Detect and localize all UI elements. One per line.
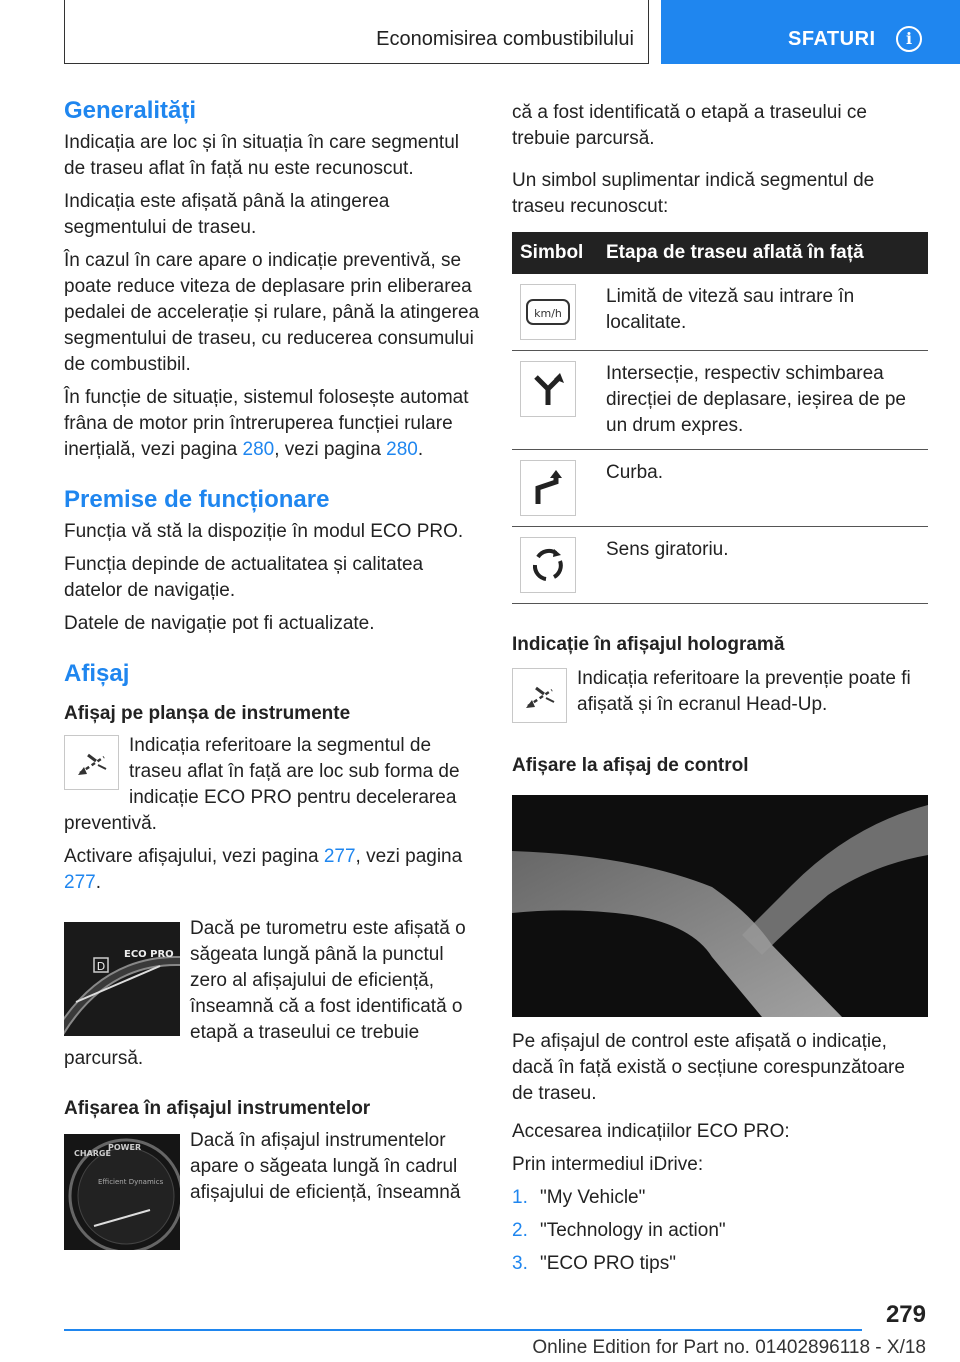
paragraph: Indicația referitoare la segmentul de traseu aflat în față are loc sub forma de indicație ECO PRO pentru decelerarea preventivă.: [64, 735, 460, 834]
tachometer-image: [64, 922, 180, 1036]
table-header-symbol: Simbol: [512, 232, 598, 274]
right-column: [512, 96, 928, 1277]
subheading-control: Afișare la afișaj de control: [512, 755, 749, 776]
info-icon: i: [896, 26, 922, 52]
footer-edition: Online Edition for Part no. 01402896118 - X/18: [532, 1337, 926, 1358]
paragraph: Indicația referitoare la prevenție poate fi afișată și în ecranul Head-Up.: [577, 668, 911, 715]
page-link[interactable]: 280: [242, 439, 275, 460]
header-chapter-title: SFATURI: [788, 28, 876, 50]
menu-path-list: [512, 1185, 928, 1277]
paragraph: Pe afișajul de control este afișată o indicație, dacă în față există o secțiune corespunzătoare de traseu.: [512, 1031, 905, 1104]
paragraph: că a fost identificată o etapă a traseului ce trebuie parcursă.: [512, 102, 867, 149]
paragraph: Dacă în afișajul instrumentelor apare o săgeata lungă în cadrul afișajului de eficiență, înseamnă: [190, 1130, 461, 1203]
table-cell: Intersecție, respectiv schimbarea direcției de deplasare, ieșirea de pe un drum expres.: [598, 351, 928, 450]
list-text: "ECO PRO tips": [540, 1253, 676, 1274]
subheading-planse: Afișaj pe planșa de instrumente: [64, 703, 351, 724]
heading-afisaj: Afișaj: [64, 660, 130, 687]
page-number: 279: [885, 1301, 926, 1328]
table-row: [512, 450, 928, 527]
speed-limit-icon: [520, 284, 576, 340]
eco-pro-hint-icon: [64, 735, 119, 790]
paragraph: Indicația are loc și în situația în care segmentul de traseu aflat în față nu este recunoscut.: [64, 132, 459, 179]
subheading-instrumente: Afișarea în afișajul instrumentelor: [64, 1098, 371, 1119]
list-text: "My Vehicle": [540, 1187, 646, 1208]
header-section-box: [64, 0, 649, 64]
paragraph-text: .: [417, 439, 424, 460]
paragraph: Funcția vă stă la dispoziție în modul ECO PRO.: [64, 521, 464, 542]
instrument-display-image: [64, 1134, 180, 1250]
paragraph-text: , vezi pagina: [274, 439, 387, 460]
gauge-charge-label: CHARGE: [74, 1149, 111, 1158]
list-number: 1.: [512, 1187, 528, 1208]
paragraph: Indicația este afișată până la atingerea segmentului de traseu.: [64, 191, 390, 238]
list-item: [512, 1185, 928, 1211]
paragraph-text: .: [95, 872, 101, 893]
paragraph-text: , vezi pagina: [355, 846, 463, 867]
heading-premise: Premise de funcționare: [64, 486, 330, 513]
table-row: [512, 527, 928, 604]
list-number: 2.: [512, 1220, 528, 1241]
control-display-image: [512, 795, 928, 1017]
paragraph-text: În funcție de situație, sistemul folosește automat frâna de motor prin întreruperea funcției rulare inerțială, vezi pagina: [64, 387, 469, 460]
gauge-efficient-label: Efficient Dynamics: [98, 1178, 164, 1186]
paragraph: Accesarea indicațiilor ECO PRO:: [512, 1121, 790, 1142]
list-item: [512, 1218, 928, 1244]
page-link[interactable]: 277: [323, 846, 356, 867]
table-cell: Sens giratoriu.: [598, 527, 928, 604]
route-symbol-table: [512, 232, 928, 604]
paragraph: Dacă pe turometru este afișată o săgeata lungă până la punctul zero al afișajului de eficiență, înseamnă că a fost identificată o etapă a traseului ce trebuie parcursă.: [64, 918, 466, 1069]
footer-divider: [64, 1329, 862, 1331]
roundabout-icon: [520, 537, 576, 593]
paragraph: Prin intermediul iDrive:: [512, 1154, 704, 1175]
table-row: [512, 274, 928, 351]
gauge-power-label: POWER: [108, 1143, 142, 1152]
paragraph: [64, 385, 482, 463]
table-row: [512, 351, 928, 450]
paragraph: Un simbol suplimentar indică segmentul de traseu recunoscut:: [512, 170, 875, 217]
table-header-etapa: Etapa de traseu aflată în față: [598, 232, 928, 274]
table-cell: Curba.: [598, 450, 928, 527]
paragraph: [64, 844, 482, 896]
intersection-icon: [520, 361, 576, 417]
curve-icon: [520, 460, 576, 516]
gauge-eco-label: ECO PRO: [124, 949, 174, 960]
page-link[interactable]: 277: [64, 872, 96, 893]
table-cell: Limită de viteză sau intrare în localitate.: [598, 274, 928, 351]
paragraph: Funcția depinde de actualitatea și calitatea datelor de navigație.: [64, 554, 424, 601]
header-section-title: Economisirea combustibilului: [376, 28, 634, 50]
list-number: 3.: [512, 1253, 528, 1274]
heading-general: Generalități: [64, 97, 197, 124]
kmh-label: km/h: [534, 307, 562, 320]
list-text: "Technology in action": [540, 1220, 726, 1241]
paragraph: Datele de navigație pot fi actualizate.: [64, 613, 375, 634]
subheading-holograma: Indicație în afișajul hologramă: [512, 634, 785, 655]
header-chapter-tab: [661, 0, 960, 64]
gauge-gear-label: D: [96, 960, 106, 973]
page-link[interactable]: 280: [386, 439, 418, 460]
paragraph-text: Activare afișajului, vezi pagina: [64, 846, 324, 867]
eco-pro-hint-icon: [512, 668, 567, 723]
list-item: [512, 1251, 928, 1277]
table-header-row: [512, 232, 928, 274]
left-column: [64, 96, 482, 1254]
paragraph: În cazul în care apare o indicație preventivă, se poate reduce viteza de deplasare prin eliberarea pedalei de accelerație și rulare, până la atingerea segmentului de traseu, cu reducerea consumului de combustibil.: [64, 250, 480, 375]
